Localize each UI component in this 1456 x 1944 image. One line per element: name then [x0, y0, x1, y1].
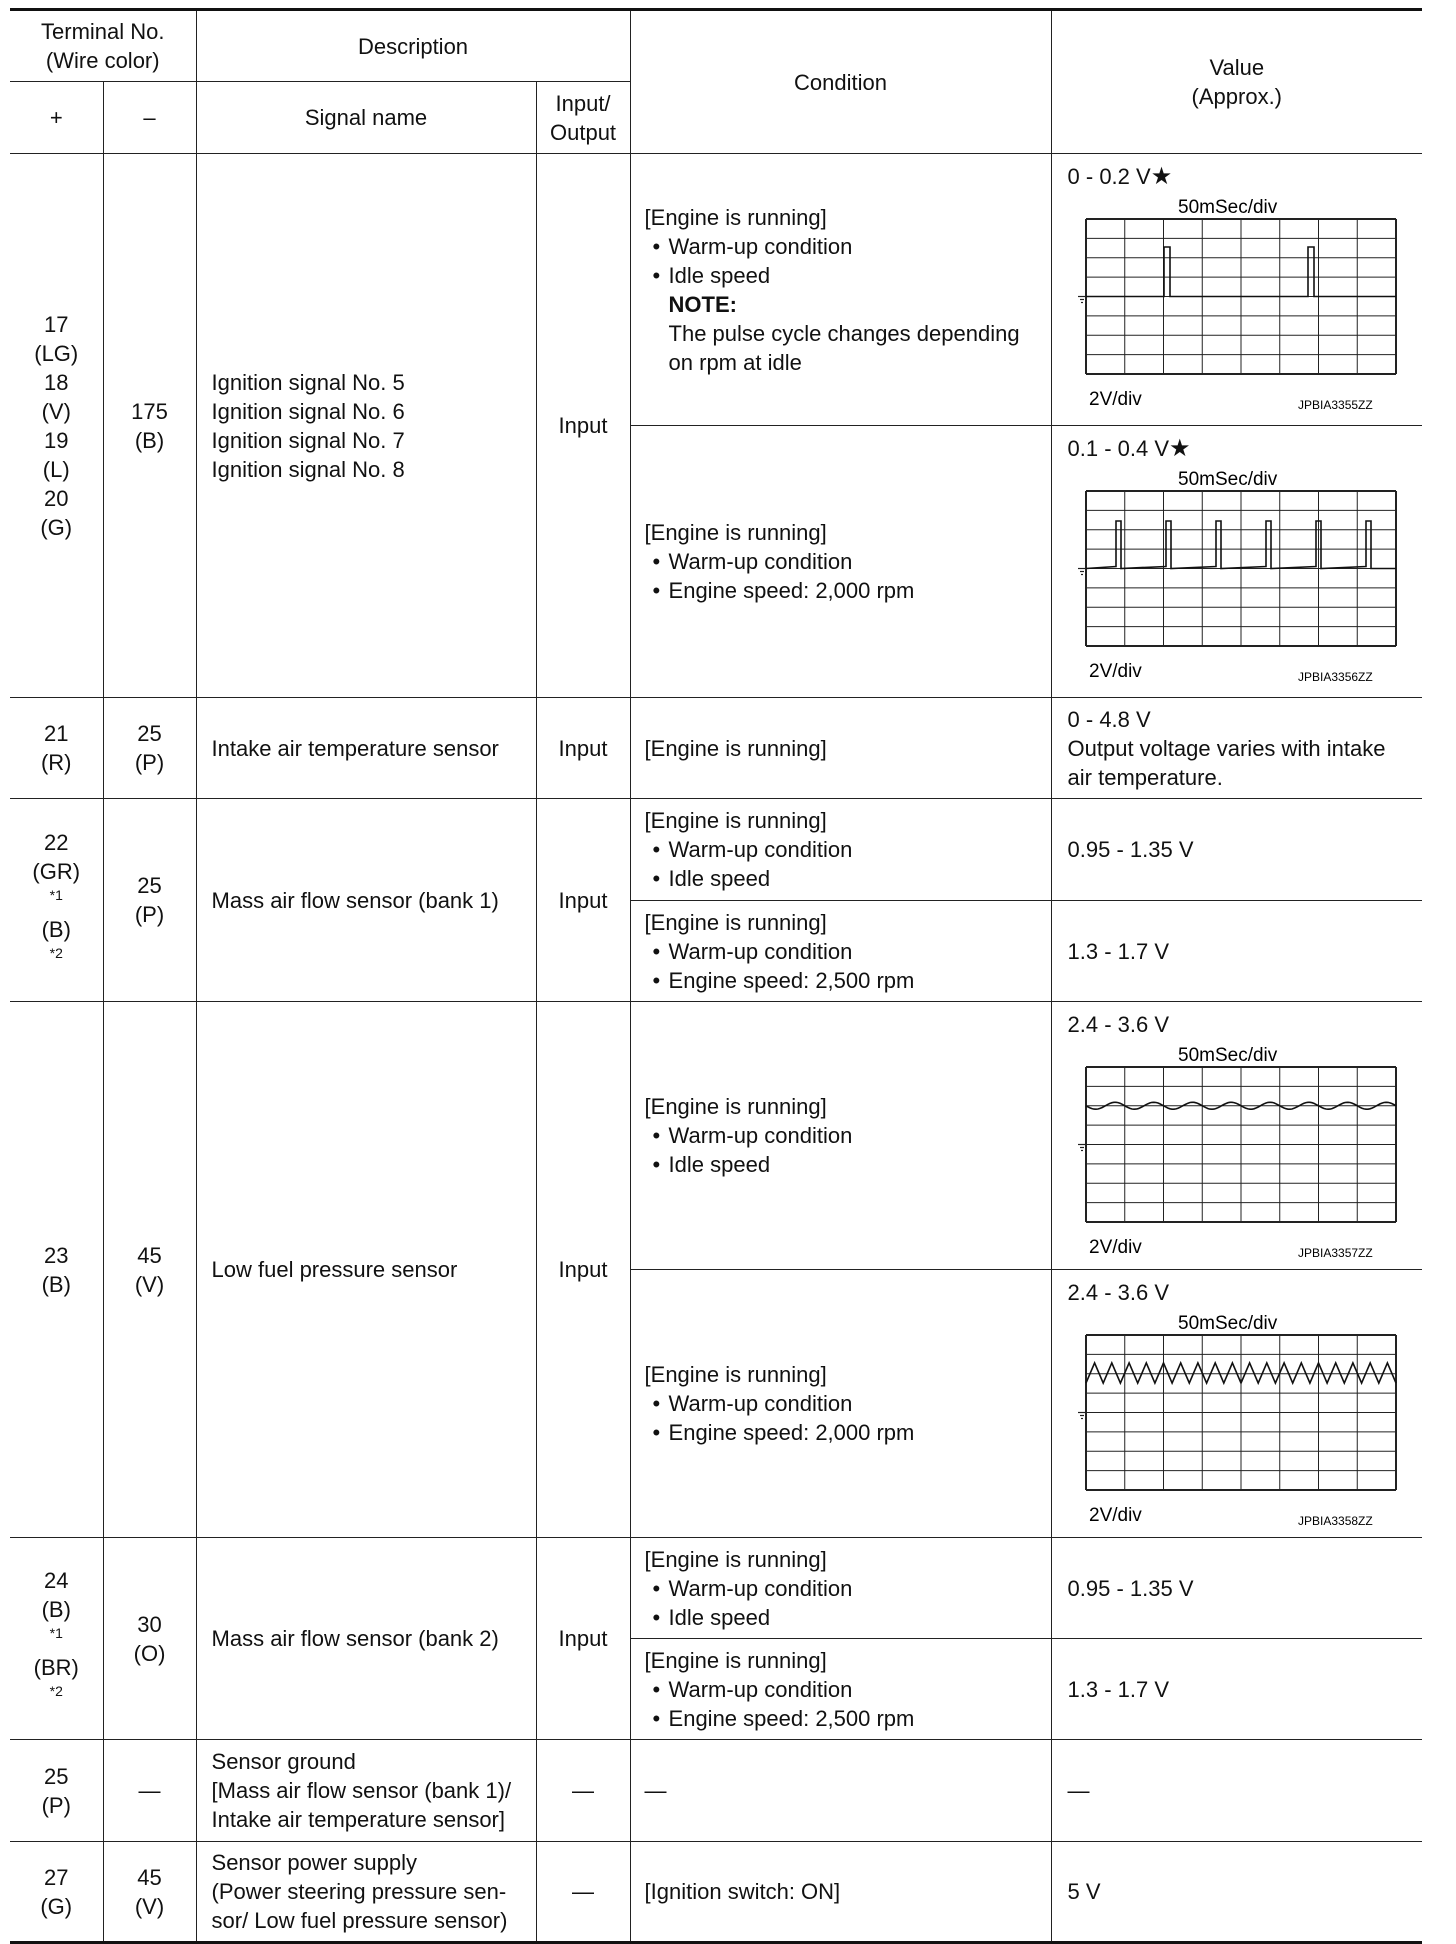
input-output: Input	[536, 1002, 630, 1538]
table-row	[10, 1740, 1422, 1842]
value-cell: 2.4 - 3.6 V 50mSec/div 2V/div JPBIA3357ZZ	[1051, 1002, 1422, 1270]
signal-name: Mass air flow sensor (bank 2)	[196, 1538, 536, 1740]
terminal-plus: 21 (R)	[10, 698, 103, 799]
svg-text:JPBIA3357ZZ: JPBIA3357ZZ	[1297, 1246, 1373, 1260]
table-row	[10, 1842, 1422, 1943]
condition-cell: [Ignition switch: ON]	[630, 1842, 1051, 1943]
value-cell: 0 - 4.8 V Output voltage varies with intake air temperature.	[1051, 698, 1422, 799]
header-minus: –	[103, 82, 196, 154]
condition-cell: [Engine is running] • Warm-up condition • Engine speed: 2,000 rpm	[630, 1270, 1051, 1538]
terminal-minus: 45 (V)	[103, 1002, 196, 1538]
header-input-output: Input/ Output	[536, 82, 630, 154]
condition-cell: [Engine is running] • Warm-up condition • Engine speed: 2,000 rpm	[630, 426, 1051, 698]
signal-name: Ignition signal No. 5 Ignition signal No. 6 Ignition signal No. 7 Ignition signal No. 8	[196, 154, 536, 698]
terminal-minus: 25 (P)	[103, 698, 196, 799]
star-icon: ★	[1150, 163, 1173, 190]
header-description: Description	[196, 10, 630, 82]
value-cell: 1.3 - 1.7 V	[1051, 1639, 1422, 1740]
value-cell: —	[1051, 1740, 1422, 1842]
table-row	[10, 698, 1422, 799]
terminal-minus: 30 (O)	[103, 1538, 196, 1740]
star-icon: ★	[1169, 435, 1191, 462]
signal-name: Intake air temperature sensor	[196, 698, 536, 799]
input-output: Input	[536, 154, 630, 698]
value-cell: 0.1 - 0.4 V★ 50mSec/div 2V/div JPBIA3356ZZ	[1051, 426, 1422, 698]
svg-text:2V/div: 2V/div	[1088, 1237, 1142, 1258]
condition-cell: [Engine is running] • Warm-up condition • Idle speed NOTE: The pulse cycle changes depending on rpm at idle	[630, 154, 1051, 426]
condition-cell: [Engine is running] • Warm-up condition • Idle speed	[630, 1002, 1051, 1270]
value-cell: 0 - 0.2 V★ 50mSec/div 2V/div JPBIA3355ZZ	[1051, 154, 1422, 426]
header-terminal-no: Terminal No. (Wire color)	[10, 10, 196, 82]
svg-text:50mSec/div: 50mSec/div	[1177, 469, 1277, 490]
input-output: Input	[536, 698, 630, 799]
svg-text:2V/div: 2V/div	[1088, 1505, 1142, 1526]
table-row	[10, 799, 1422, 901]
value-cell: 5 V	[1051, 1842, 1422, 1943]
terminal-plus: 27 (G)	[10, 1842, 103, 1943]
svg-text:50mSec/div: 50mSec/div	[1177, 197, 1277, 218]
signal-name: Low fuel pressure sensor	[196, 1002, 536, 1538]
header-value: Value (Approx.)	[1051, 10, 1422, 154]
svg-text:JPBIA3358ZZ: JPBIA3358ZZ	[1297, 1514, 1373, 1528]
condition-cell: [Engine is running] • Warm-up condition • Idle speed	[630, 1538, 1051, 1639]
terminal-minus: 45 (V)	[103, 1842, 196, 1943]
oscilloscope-waveform	[1068, 195, 1413, 417]
svg-text:2V/div: 2V/div	[1088, 661, 1142, 682]
condition-cell: [Engine is running]	[630, 698, 1051, 799]
signal-name: Mass air flow sensor (bank 1)	[196, 799, 536, 1002]
terminal-minus: 25 (P)	[103, 799, 196, 1002]
oscilloscope-waveform	[1068, 1311, 1413, 1533]
condition-cell: [Engine is running] • Warm-up condition • Engine speed: 2,500 rpm	[630, 901, 1051, 1002]
terminal-plus: 22 (GR) $^{*1}$ (B) $^{*2}$	[10, 799, 103, 1002]
svg-text:JPBIA3355ZZ: JPBIA3355ZZ	[1297, 398, 1373, 412]
input-output: —	[536, 1740, 630, 1842]
terminal-plus: 24 (B) $^{*1}$ (BR) $^{*2}$	[10, 1538, 103, 1740]
table-row	[10, 1538, 1422, 1639]
table-row	[10, 154, 1422, 426]
signal-name: Sensor power supply (Power steering pressure sen- sor/ Low fuel pressure sensor)	[196, 1842, 536, 1943]
svg-text:JPBIA3356ZZ: JPBIA3356ZZ	[1297, 670, 1373, 684]
header-condition: Condition	[630, 10, 1051, 154]
header-plus: +	[10, 82, 103, 154]
input-output: —	[536, 1842, 630, 1943]
svg-text:2V/div: 2V/div	[1088, 389, 1142, 410]
terminal-table	[10, 8, 1422, 1944]
signal-name: Sensor ground [Mass air flow sensor (bank 1)/ Intake air temperature sensor]	[196, 1740, 536, 1842]
value-cell: 2.4 - 3.6 V 50mSec/div 2V/div JPBIA3358ZZ	[1051, 1270, 1422, 1538]
oscilloscope-waveform	[1068, 1043, 1413, 1265]
oscilloscope-waveform	[1068, 467, 1413, 689]
condition-cell: —	[630, 1740, 1051, 1842]
value-cell: 0.95 - 1.35 V	[1051, 1538, 1422, 1639]
header-signal-name: Signal name	[196, 82, 536, 154]
condition-cell: [Engine is running] • Warm-up condition • Idle speed	[630, 799, 1051, 901]
svg-text:50mSec/div: 50mSec/div	[1177, 1045, 1277, 1066]
input-output: Input	[536, 1538, 630, 1740]
table-row	[10, 1002, 1422, 1270]
terminal-plus: 25 (P)	[10, 1740, 103, 1842]
value-cell: 0.95 - 1.35 V	[1051, 799, 1422, 901]
terminal-minus: —	[103, 1740, 196, 1842]
value-cell: 1.3 - 1.7 V	[1051, 901, 1422, 1002]
svg-text:50mSec/div: 50mSec/div	[1177, 1313, 1277, 1334]
terminal-plus: 17 (LG) 18 (V) 19 (L) 20 (G)	[10, 154, 103, 698]
input-output: Input	[536, 799, 630, 1002]
terminal-plus: 23 (B)	[10, 1002, 103, 1538]
terminal-spec-sheet	[10, 8, 1422, 1944]
terminal-minus: 175 (B)	[103, 154, 196, 698]
condition-cell: [Engine is running] • Warm-up condition • Engine speed: 2,500 rpm	[630, 1639, 1051, 1740]
